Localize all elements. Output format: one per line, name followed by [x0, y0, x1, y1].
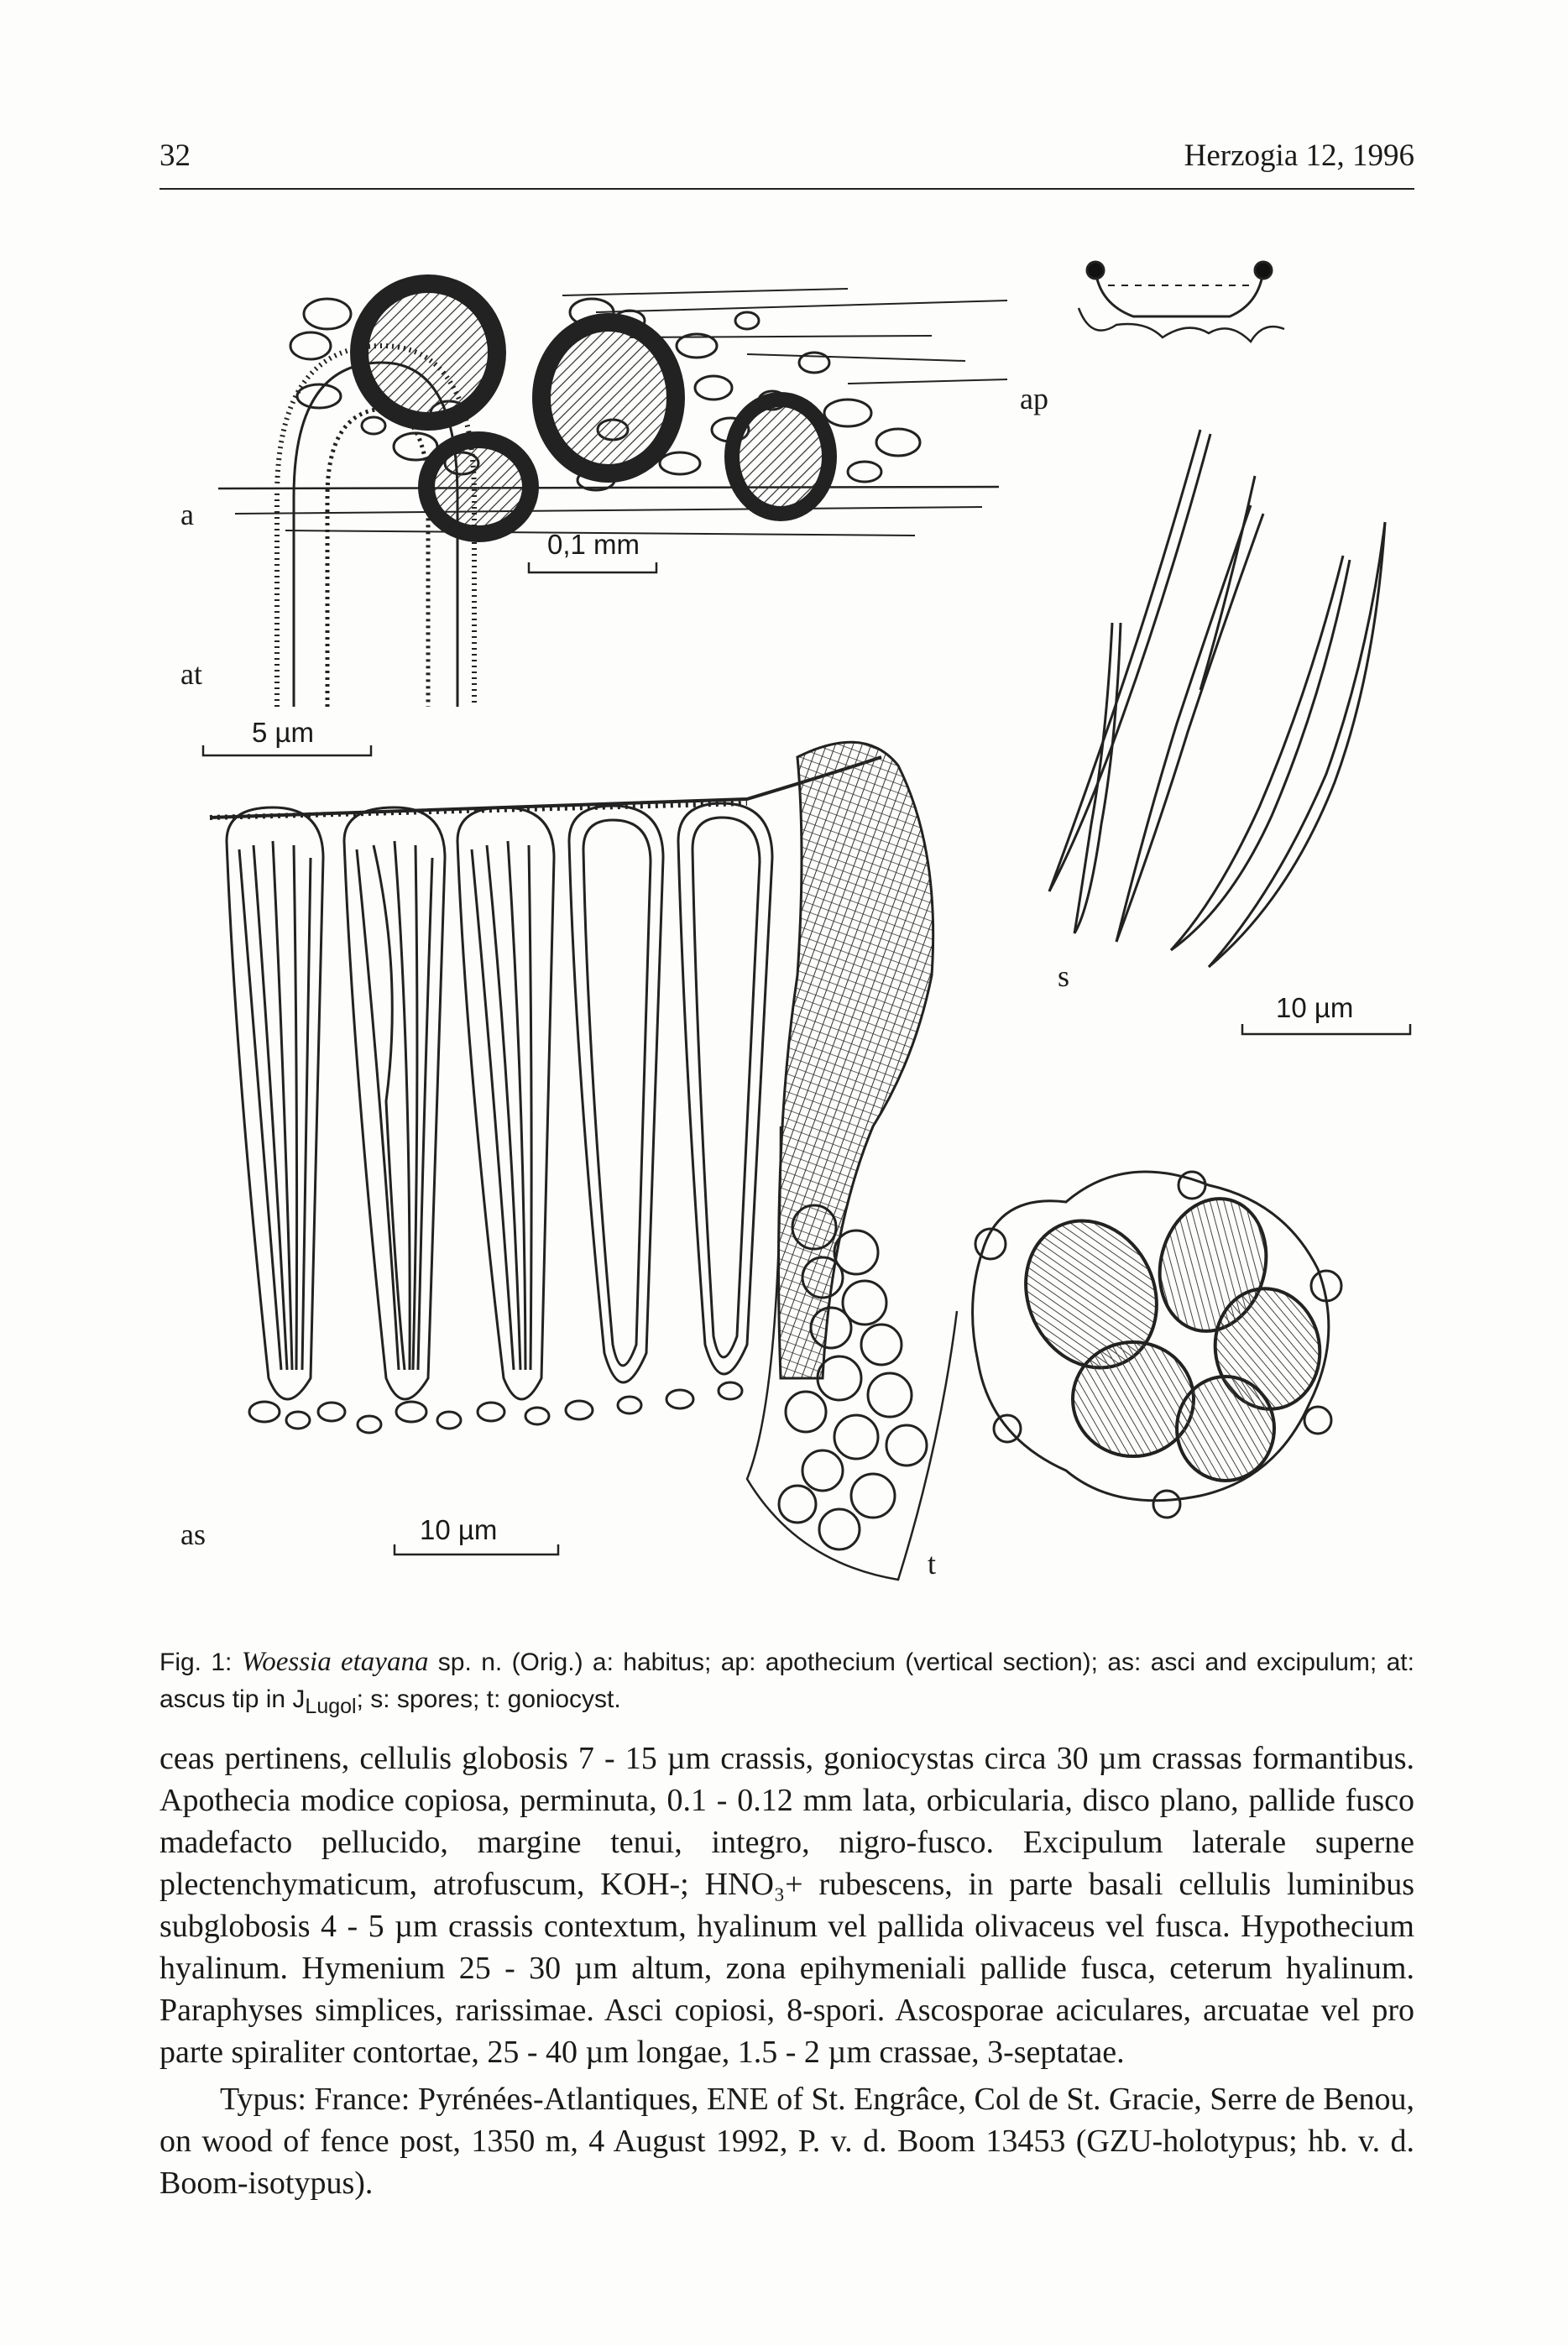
paragraph-description: ceas pertinens, cellulis globosis 7 - 15 µm crassis, goniocystas circa 30 µm crassas formantibus. Apothecia modice copiosa, perminuta, 0.1 - 0.12 mm lata, orbicularia, disco plano, pallide fusco madefacto pellucido, margine tenui, integro, nigro-fusco. Excipulum laterale superne plectenchymaticum, atrofuscum, KOH-; HNO₃+ rubescens, in parte basali cellulis luminibus subglobosis 4 - 5 µm crassis contextum, hyalinum vel pallida olivaceus vel fusca. Hypothecium hyalinum. Hymenium 25 - 30 µm altum, zona epihymeniali pallide fusca, ceterum hyalinum. Paraphyses simplices, rarissimae. Asci copiosi, 8-spori. Ascosporae aciculares, arcuatae vel pro parte spiraliter contortae, 25 - 40 µm longae, 1.5 - 2 µm crassae, 3-septatae.	[159, 1741, 1414, 2070]
caption-text-end: ; s: spores; t: goniocyst.	[356, 1685, 621, 1713]
label-at: at	[180, 657, 202, 691]
journal-reference: Herzogia 12, 1996	[1184, 138, 1414, 173]
scale-habitus: 0,1 mm	[547, 529, 640, 560]
figure-1	[159, 220, 1414, 1647]
label-a: a	[180, 498, 194, 531]
caption-subscript: Lugol	[305, 1695, 357, 1718]
caption-text: sp. n. (Orig.) a: habitus; ap: apothecium (vertical section); as: asci and excipulum; at: ascus tip in J	[159, 1648, 1414, 1713]
caption-species: Woessia etayana	[241, 1647, 429, 1677]
figure-drawing	[159, 220, 1414, 1647]
label-as: as	[180, 1518, 206, 1551]
scale-spores: 10 µm	[1276, 992, 1354, 1023]
page-number: 32	[159, 138, 191, 173]
body-text	[159, 1737, 1414, 2204]
label-s: s	[1058, 959, 1070, 993]
label-t: t	[928, 1547, 937, 1581]
scale-asci: 10 µm	[420, 1514, 498, 1545]
caption-fig-label: Fig. 1:	[159, 1648, 233, 1676]
panel-ap-apothecium	[1079, 262, 1284, 342]
panel-as-asci	[210, 742, 957, 1580]
paragraph-typus: Typus: France: Pyrénées-Atlantiques, ENE of St. Engrâce, Col de St. Gracie, Serre de Benou, on wood of fence post, 1350 m, 4 August 1992, P. v. d. Boom 13453 (GZU-holotypus; hb. v. d. Boom-isotypus).	[159, 2082, 1415, 2201]
page-header	[159, 133, 1414, 190]
scale-ascus-tip: 5 µm	[252, 717, 315, 748]
label-ap: ap	[1020, 382, 1048, 415]
figure-caption	[159, 1643, 1414, 1725]
panel-s-spores	[1049, 430, 1410, 1034]
panel-t-goniocyst	[973, 1172, 1341, 1518]
